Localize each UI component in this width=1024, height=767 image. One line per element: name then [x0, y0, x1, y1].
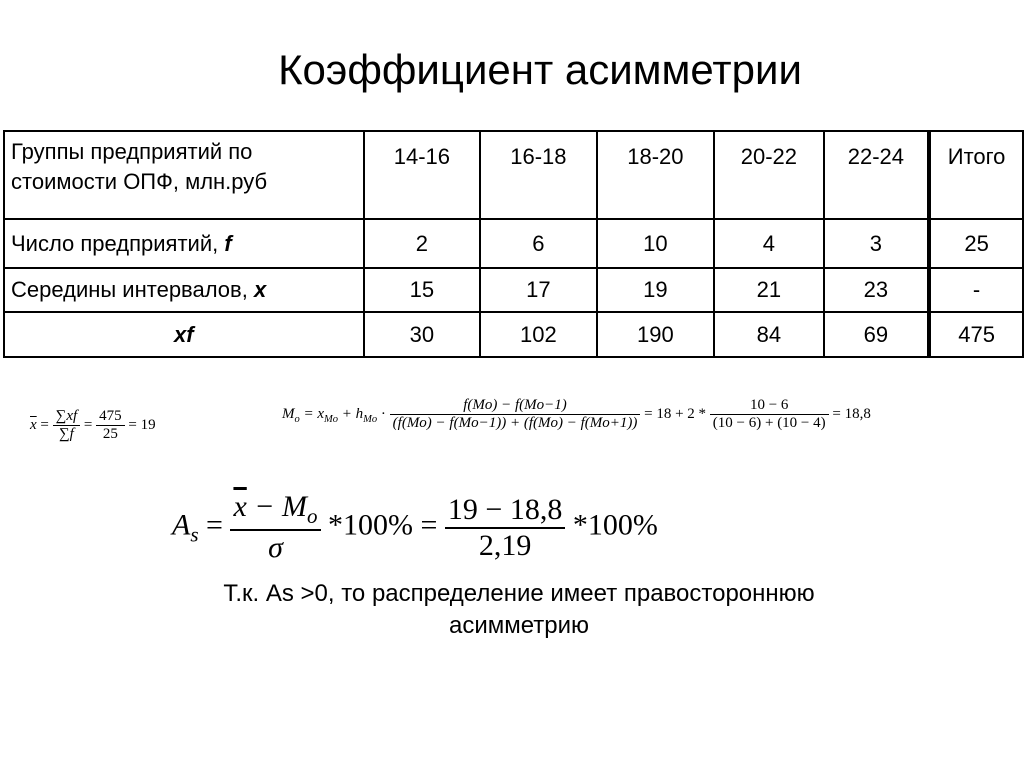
mode-lhs-sub: o [294, 413, 300, 425]
mean-numerator-value: 475 [99, 408, 122, 424]
row-label-text: Середины интервалов, [11, 277, 254, 302]
mode-denominator-value: (10 − 6) + (10 − 4) [710, 414, 829, 432]
header-label-cell [4, 131, 364, 219]
mode-fraction [390, 397, 641, 432]
header-cell: 18-20 [597, 131, 715, 219]
table-cell: 15 [364, 268, 480, 312]
mean-fraction-values [96, 408, 125, 443]
mean-numerator: ∑xf [55, 408, 78, 424]
table-cell: 23 [824, 268, 930, 312]
table-row [4, 268, 1023, 312]
asym-mul1: *100% = [328, 508, 438, 542]
header-label-line: стоимости ОПФ, млн.руб [11, 169, 268, 194]
mean-denominator-value: 25 [96, 425, 125, 443]
table-cell-total: 475 [929, 312, 1023, 357]
conclusion-text [0, 578, 1024, 642]
table-cell: 30 [364, 312, 480, 357]
asym-numerator-rest: − M [246, 490, 307, 523]
conclusion-line: Т.к. As >0, то распределение имеет правостороннюю [223, 580, 815, 607]
header-cell: 20-22 [714, 131, 824, 219]
asym-mul2: *100% [572, 508, 658, 542]
table-cell: 102 [480, 312, 597, 357]
asym-lhs: A [172, 508, 191, 542]
mode-lhs: M [282, 405, 295, 422]
asym-denominator-value: 2,19 [445, 527, 565, 563]
mode-numerator-value: 10 − 6 [749, 397, 789, 413]
table-cell: 6 [480, 219, 597, 268]
row-label [4, 219, 364, 268]
row-label-text: Число предприятий, [11, 230, 225, 256]
asym-fraction [230, 490, 320, 565]
table-cell: 3 [824, 219, 930, 268]
mean-lhs: $\overline{x}$ [30, 416, 37, 433]
frequency-table [3, 130, 1024, 358]
asym-numerator-value: 19 − 18,8 [447, 492, 563, 526]
table-cell-total: 25 [929, 219, 1023, 268]
table-row [4, 219, 1023, 268]
table-cell: 84 [714, 312, 824, 357]
asym-numerator [230, 490, 320, 529]
asymmetry-formula: $A_s$ = $\frac{\overline{x} - M_o}{\sigma}$ *100% = $\frac{19 - 18,8}{2,19}$ *100% [172, 490, 658, 564]
row-label-var: f [224, 230, 232, 256]
table-cell: 10 [597, 219, 715, 268]
mode-h-term: + h [341, 405, 364, 422]
header-cell: 14-16 [364, 131, 480, 219]
row-label-var: x [253, 277, 267, 302]
table-cell: 190 [597, 312, 715, 357]
header-cell-total: Итого [929, 131, 1023, 219]
mean-denominator: ∑f [53, 425, 81, 443]
mean-fraction [53, 408, 81, 443]
mode-formula [282, 397, 871, 432]
mean-formula: $\overline{x}$ = $\frac{\sum xf}{\sum f}$ = $\frac{475}{25}$ = 19 [30, 408, 156, 442]
mean-result: = 19 [128, 416, 156, 433]
mode-denominator: (f(Mo) − f(Mo−1)) + (f(Mo) − f(Mo+1)) [390, 414, 641, 432]
asym-fraction-values [445, 493, 565, 563]
table-cell: 4 [714, 219, 824, 268]
row-label-var: xf [174, 321, 194, 347]
table-cell: 19 [597, 268, 715, 312]
asym-denominator: σ [230, 529, 320, 565]
asym-lhs-sub: s [190, 522, 199, 547]
row-label [4, 268, 364, 312]
mode-dot: · [380, 405, 386, 422]
table-cell-total: - [929, 268, 1023, 312]
header-cell: 22-24 [824, 131, 930, 219]
table-cell: 17 [480, 268, 597, 312]
mode-fraction-values [710, 397, 829, 432]
row-label [4, 312, 364, 357]
table-cell: 2 [364, 219, 480, 268]
asym-numerator-sub: o [307, 504, 318, 528]
mode-numerator: f(Mo) − f(Mo−1) [463, 397, 567, 413]
asym-numerator-x: $\overline{x}$ [233, 490, 247, 523]
header-label-line: Группы предприятий по [11, 139, 253, 164]
mode-x-sub: Mo [324, 413, 339, 425]
mode-result: = 18,8 [832, 405, 871, 422]
table-header-row [4, 131, 1023, 219]
mode-x-term: = x [303, 405, 325, 422]
conclusion-line: асимметрию [448, 612, 590, 639]
table-cell: 69 [824, 312, 930, 357]
table-row [4, 312, 1023, 357]
table-cell: 21 [714, 268, 824, 312]
mode-eq2: = 18 + 2 * [644, 405, 707, 422]
mode-h-sub: Mo [363, 413, 378, 425]
header-cell: 16-18 [480, 131, 597, 219]
page-title: Коэффициент асимметрии [278, 46, 802, 93]
